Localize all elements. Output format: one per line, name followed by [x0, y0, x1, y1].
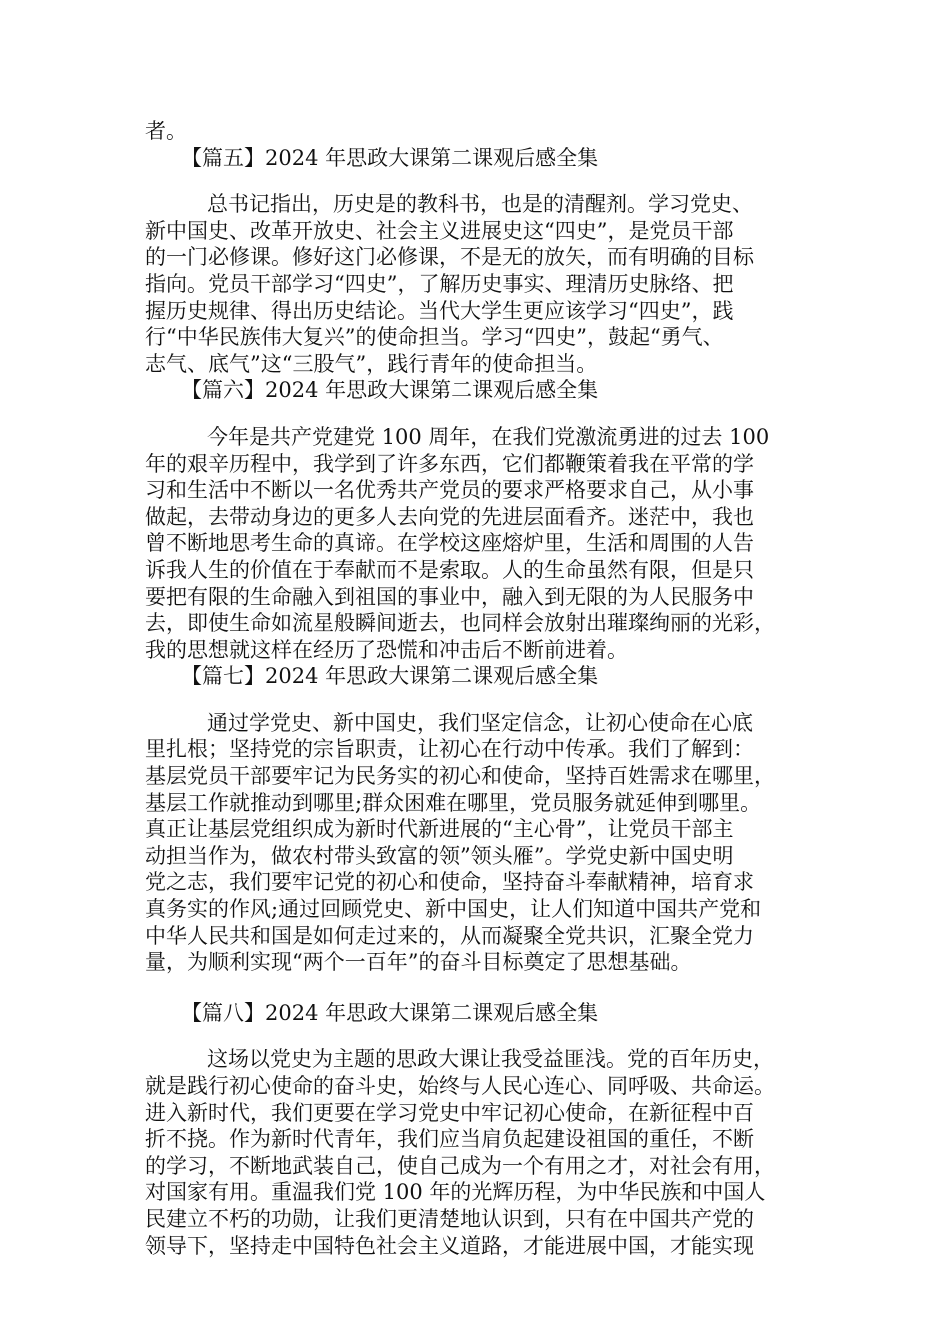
paragraph-line: 领导下，坚持走中国特色社会主义道路，才能进展中国，才能实现	[145, 1233, 754, 1258]
document-page	[145, 118, 835, 1259]
paragraph-line: 的学习，不断地武装自己，使自己成为一个有用之才，对社会有用，	[145, 1153, 775, 1178]
paragraph-line: 通过学党史、新中国史，我们坚定信念，让初心使命在心底	[207, 710, 753, 735]
paragraph-line: 习和生活中不断以一名优秀共产党员的要求严格要求自己，从小事	[145, 478, 754, 503]
paragraph-line: 党之志，我们要牢记党的初心和使命，坚持奋斗奉献精神，培育求	[145, 870, 754, 895]
paragraph-line: 曾不断地思考生命的真谛。在学校这座熔炉里，生活和周围的人告	[145, 531, 754, 556]
paragraph-line: 握历史规律、得出历史结论。当代大学生更应该学习“四史”，践	[145, 298, 734, 323]
section-body-7	[145, 710, 835, 976]
paragraph-line: 进入新时代，我们更要在学习党史中牢记初心使命，在新征程中百	[145, 1100, 754, 1125]
section-heading-7: 【篇七】2024 年思政大课第二课观后感全集	[181, 664, 599, 689]
paragraph-line: 对国家有用。重温我们党 100 年的光辉历程，为中华民族和中国人	[145, 1180, 766, 1205]
section-heading-8: 【篇八】2024 年思政大课第二课观后感全集	[181, 1000, 599, 1025]
paragraph-line: 指向。党员干部学习“四史”，了解历史事实、理清历史脉络、把	[145, 271, 734, 296]
paragraph-line: 里扎根；坚持党的宗旨职责，让初心在行动中传承。我们了解到：	[145, 737, 754, 762]
paragraph-line: 折不挠。作为新时代青年，我们应当肩负起建设祖国的重任，不断	[145, 1127, 754, 1152]
section-heading-6: 【篇六】2024 年思政大课第二课观后感全集	[181, 378, 599, 403]
paragraph-line: 就是践行初心使命的奋斗史，始终与人民心连心、同呼吸、共命运。	[145, 1074, 775, 1098]
section-body-8	[145, 1046, 835, 1259]
paragraph-line: 动担当作为，做农村带头致富的领”领头雁”。学党史新中国史明	[145, 843, 734, 868]
paragraph-line: 基层党员干部要牢记为民务实的初心和使命，坚持百姓需求在哪里，	[145, 764, 775, 789]
paragraph-line: 年的艰辛历程中，我学到了许多东西，它们都鞭策着我在平常的学	[145, 451, 754, 476]
paragraph-line: 诉我人生的价值在于奉献而不是索取。人的生命虽然有限，但是只	[145, 557, 754, 582]
paragraph-line: 新中国史、改革开放史、社会主义进展史这“四史”，是党员干部	[145, 218, 734, 243]
paragraph-line: 今年是共产党建党 100 周年，在我们党激流勇进的过去 100	[207, 424, 770, 449]
paragraph-line: 去，即使生命如流星般瞬间逝去，也同样会放射出璀璨绚丽的光彩，	[145, 611, 775, 636]
paragraph-line: 做起，去带动身边的更多人去向党的先进层面看齐。迷茫中，我也	[145, 504, 754, 529]
paragraph-line: 基层工作就推动到哪里;群众困难在哪里，党员服务就延伸到哪里。	[145, 790, 762, 815]
paragraph-line: 这场以党史为主题的思政大课让我受益匪浅。党的百年历史，	[207, 1047, 774, 1072]
paragraph-line: 真正让基层党组织成为新时代新进展的“主心骨”，让党员干部主	[145, 817, 734, 842]
paragraph-line: 中华人民共和国是如何走过来的，从而凝聚全党共识，汇聚全党力	[145, 923, 754, 948]
paragraph-line: 民建立不朽的功勋，让我们更清楚地认识到，只有在中国共产党的	[145, 1206, 754, 1231]
paragraph-line: 我的思想就这样在经历了恐慌和冲击后不断前进着。	[145, 637, 628, 662]
section-body-5	[145, 191, 835, 377]
paragraph-line: 总书记指出，历史是的教科书，也是的清醒剂。学习党史、	[207, 192, 753, 217]
paragraph-line: 要把有限的生命融入到祖国的事业中，融入到无限的为人民服务中	[145, 584, 754, 609]
paragraph-line: 的一门必修课。修好这门必修课，不是无的放矢，而有明确的目标	[145, 245, 754, 270]
section-body-6	[145, 424, 835, 663]
paragraph-line: 量，为顺利实现“两个一百年”的奋斗目标奠定了思想基础。	[145, 950, 692, 975]
section-heading-5: 【篇五】2024 年思政大课第二课观后感全集	[181, 145, 599, 170]
paragraph-line: 真务实的作风;通过回顾党史、新中国史，让人们知道中国共产党和	[145, 897, 762, 922]
intro-tail: 者。	[145, 119, 187, 143]
paragraph-line: 行“中华民族伟大复兴”的使命担当。学习“四史”，鼓起“勇气、	[145, 325, 724, 350]
paragraph-line: 志气、底气”这“三股气”，践行青年的使命担当。	[145, 351, 598, 376]
